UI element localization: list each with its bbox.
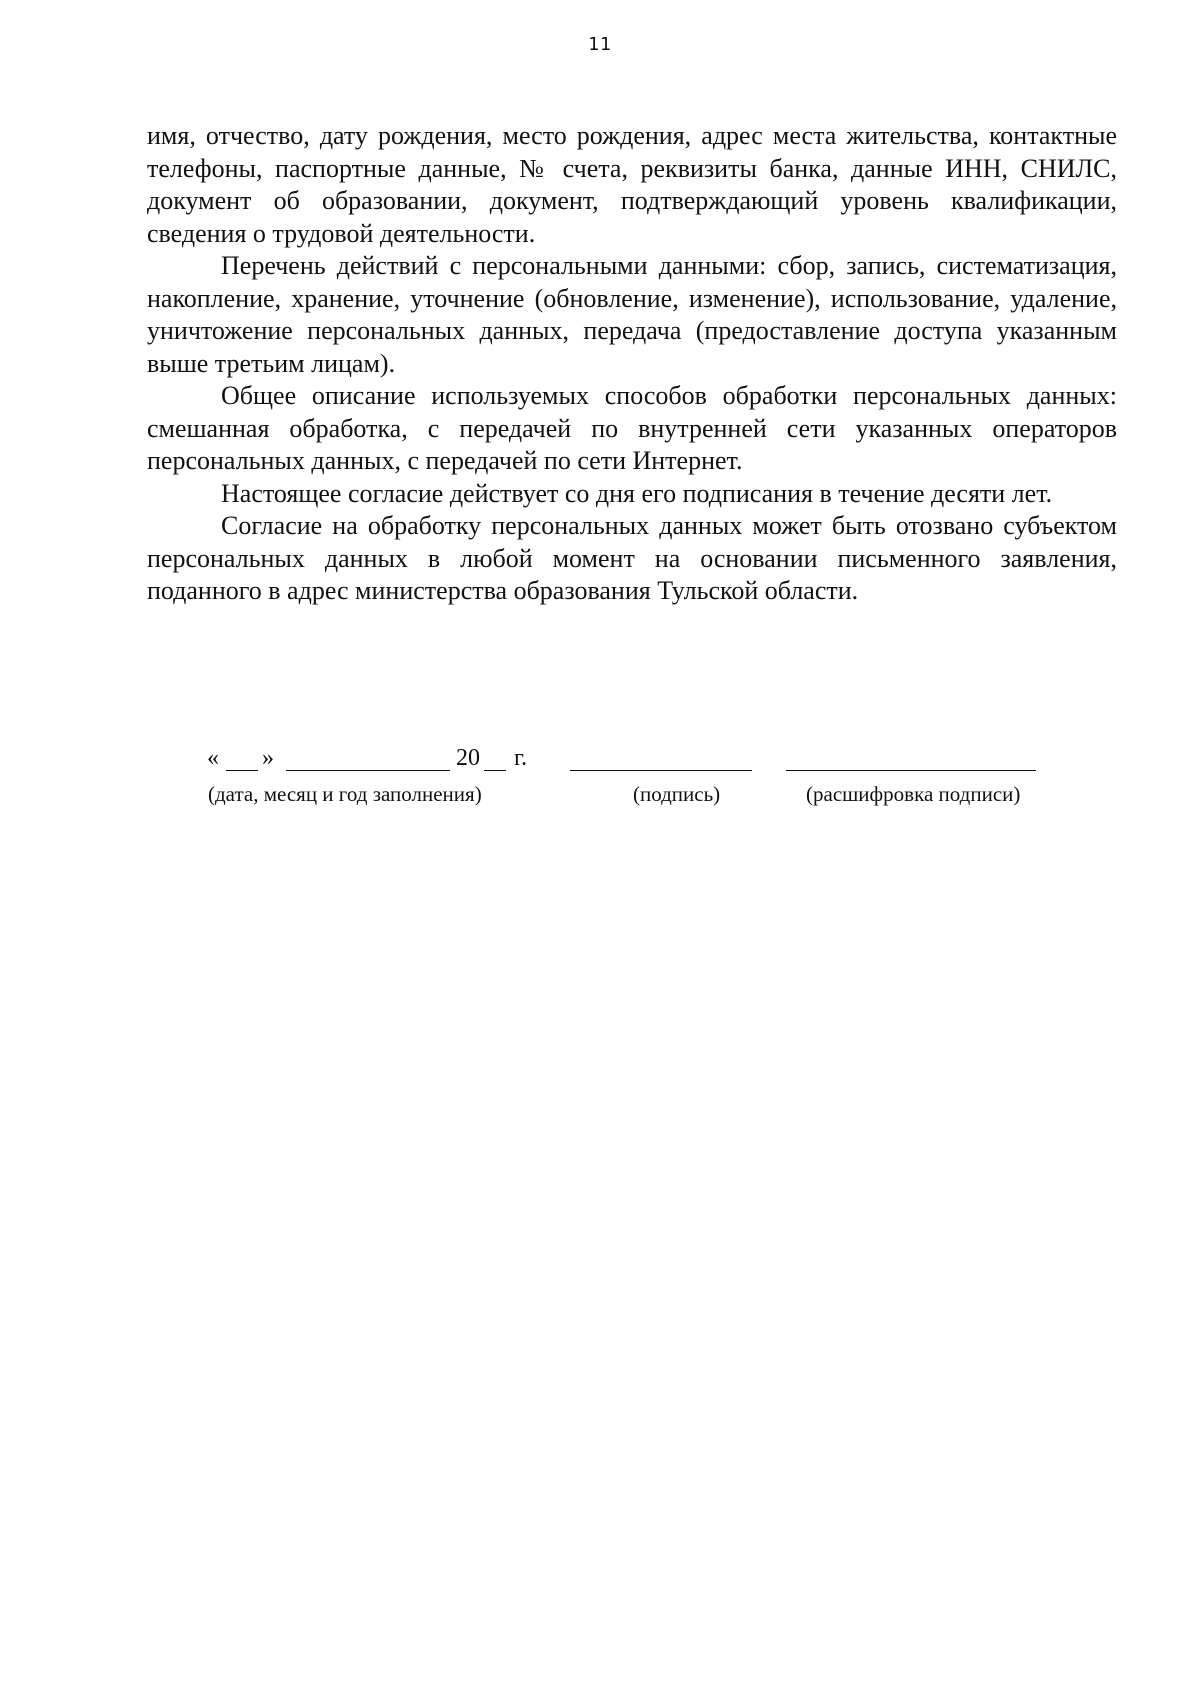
paragraph-revocation: Согласие на обработку персональных данных может быть отозвано субъектом персональных данных в любой момент на основании письменного заявления, поданного в адрес министерства образования Тульской области. bbox=[147, 511, 1117, 605]
decoding-caption: (расшифровка подписи) bbox=[806, 782, 1021, 806]
signature-blank-line bbox=[570, 770, 752, 771]
day-blank-line bbox=[226, 770, 258, 771]
signature-caption: (подпись) bbox=[633, 782, 721, 806]
date-caption: (дата, месяц и год заполнения) bbox=[208, 782, 482, 806]
paragraph-actions-list: Перечень действий с персональными данными: сбор, запись, систематизация, накопление, хранение, уточнение (обновление, изменение), использование, удаление, уничтожение персональных данных, передача (предоставление доступа указанным выше третьим лицам). bbox=[147, 251, 1117, 378]
date-open-quote: « bbox=[207, 745, 219, 771]
document-body bbox=[147, 120, 1117, 608]
paragraph-personal-data-list: имя, отчество, дату рождения, место рождения, адрес места жительства, контактные телефоны, паспортные данные, № счета, реквизиты банка, данные ИНН, СНИЛС, документ об образовании, документ, подтверждающий уровень квалификации, сведения о трудовой деятельности. bbox=[147, 121, 1117, 248]
paragraph-processing-methods: Общее описание используемых способов обработки персональных данных: смешанная обработка, с передачей по внутренней сети указанных операторов персональных данных, с передачей по сети Интернет. bbox=[147, 381, 1117, 475]
decoding-blank-line bbox=[786, 770, 1036, 771]
month-blank-line bbox=[286, 770, 450, 771]
year-blank-line bbox=[484, 770, 506, 771]
year-prefix: 20 bbox=[456, 745, 480, 771]
date-close-quote: » bbox=[262, 745, 274, 771]
paragraph-validity-period: Настоящее согласие действует со дня его подписания в течение десяти лет. bbox=[221, 478, 1053, 508]
year-suffix: г. bbox=[514, 745, 528, 771]
page-number: 11 bbox=[588, 34, 612, 55]
